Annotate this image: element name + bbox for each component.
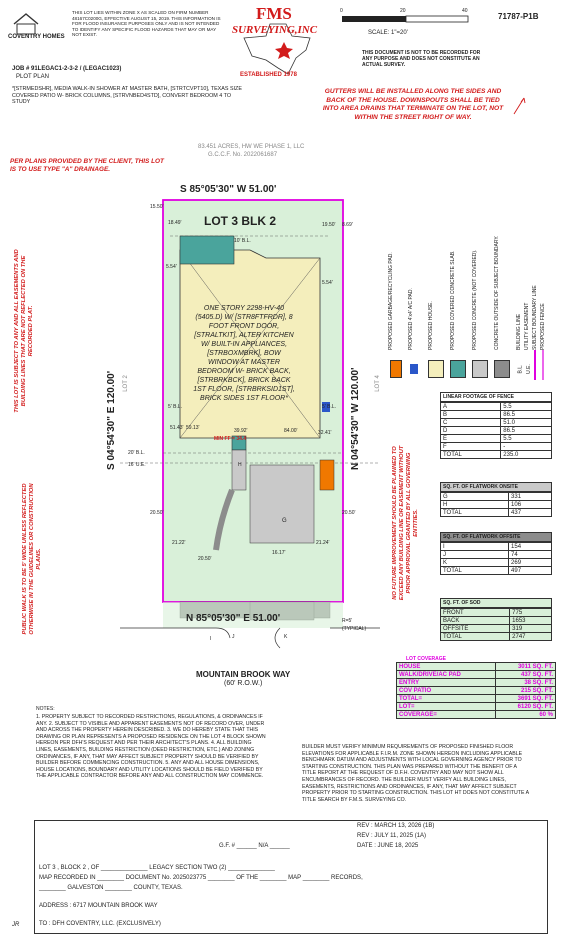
builder-note: BUILDER MUST VERIFY MINIMUM REQUIREMENTS OF PROPOSED FINISHED FLOOR ELEVATIONS FOR APPLICABLE F.I.R.M. ZONE SHOWN HEREON INCLUDING APPLICABLE BENCHMARK DATUM AND ADJUSTMENTS WITH LOCAL GOVERNING AGENCY PRIOR TO STARTING CONSTRUCTION. THIS PLAN WAS PREPARED WITHOUT THE BENEFIT OF A TITLE REPORT AT THE REQUEST OF D.F.H. COVENTRY AND MAY NOT SHOW ALL ENCUMBRANCES OF RECORD. THE BUILDER MUST VERIFY ALL BUILDING LINES, EASEMENTS, RESTRICTIONS AND ORDINANCES, IF ANY, THAT MAY AFFECT SUBJECT PROPERTY PRIOR TO STARTING CONSTRUCTION. THIS LOT HT DOES NOT CONSTITUTE A TITLE SEARCH BY F.M.S. SURVEYING CO. <box>302 744 529 803</box>
house-description: ONE STORY 2298-HV-40 (5405.D) W/ [STR8FTFRDR], 8 FOOT FRONT DOOR, [STRALTKIT], ALTER KITCHEN W/ BUILT-IN APPLIANCES, [STRBOXMBRK], BOW WINDOW AT MASTER BEDROOM W- BRICK BACK, [STRBRKBCK], BRICK BACK 1ST FLOOR, [STRBRKSID1ST], BRICK SIDES 1ST FLOOR* <box>193 305 295 402</box>
legend-fence-line <box>542 350 544 380</box>
fence-val: 5.5 <box>501 403 552 411</box>
legend-item-5: CONCRETE OUTSIDE OF SUBJECT BOUNDARY. <box>494 235 500 350</box>
sod-row <box>441 609 552 617</box>
legend-item-0: PROPOSED GARBAGE/RECYCLING PAD. <box>388 252 394 350</box>
dim-869: 8.69' <box>342 222 353 228</box>
flatwork-row <box>441 543 552 551</box>
h-label: H <box>238 462 242 468</box>
drainage-note: PER PLANS PROVIDED BY THE CLIENT, THIS LOT IS TO USE TYPE "A" DRAINAGE. <box>10 158 164 173</box>
fence-title: LINEAR FOOTAGE OF FENCE <box>440 392 552 402</box>
flatwork-row <box>441 493 552 501</box>
dim-10bl: 10' B.L. <box>234 238 251 244</box>
typical-label: (TYPICAL) <box>342 626 367 632</box>
sod-row <box>441 625 552 633</box>
dim-top-left: 15.50' <box>150 204 164 210</box>
map-line: MAP RECORDED IN ________ DOCUMENT No. 2025023775 ________ OF THE ________ MAP ________ RECORDS, <box>39 875 363 881</box>
flatwork-val: 331 <box>509 493 552 501</box>
legend-item-1: PROPOSED 4'x4' A/C PAD. <box>408 288 414 350</box>
dim-16ue: 16' U.E. <box>128 462 146 468</box>
flatwork-key: G <box>441 493 509 501</box>
lot-coverage <box>396 656 556 719</box>
address: ADDRESS : 6717 MOUNTAIN BROOK WAY <box>39 903 158 909</box>
coverage-val: 38 SQ. FT. <box>496 679 556 687</box>
gf-number: G.F. # ______ N/A ______ <box>219 843 290 849</box>
flatwork-val: 269 <box>509 559 552 567</box>
fence-row <box>441 451 552 459</box>
legend-item-4: PROPOSED CONCRETE (NOT COVERED). <box>472 249 478 350</box>
lot-right: LOT 4 <box>374 375 381 392</box>
coverage-val: 3011 SQ. FT. <box>496 663 556 671</box>
coverage-val: 3691 SQ. FT. <box>496 695 556 703</box>
flatwork-onsite-title: SQ. FT. OF FLATWORK ONSITE <box>440 482 552 492</box>
legend-swatch-garbage <box>390 360 402 378</box>
flood-zone-notice: THIS LOT LIES WITHIN ZONE X AS SCALED ON FIRM NUMBER 48167C0200G, EFFECTIVE AUGUST 15, 2019. THIS INFORMATION IS FOR FLOOD INSURANCE PURPOSES ONLY AND IS NOT INTENDED TO IDENTIFY ANY SPECIFIC FLOOD HAZARDS THAT MAY OR MAY NOT EXIST. <box>72 10 221 38</box>
sod-val: 2747 <box>510 633 552 641</box>
flatwork-row <box>441 509 552 517</box>
coverage-val: 437 SQ. FT. <box>496 671 556 679</box>
coverage-val: 6120 SQ. FT. <box>496 703 556 711</box>
notes-title: NOTES: <box>36 706 55 712</box>
fence-val: 86.5 <box>501 427 552 435</box>
dim-18: 18.49' <box>168 220 182 226</box>
flatwork-row <box>441 567 552 575</box>
sod-val: 1653 <box>510 617 552 625</box>
initials: JR <box>12 922 20 928</box>
dim-2050-r: 20.50' <box>342 510 356 516</box>
to-line: TO : DFH COVENTRY, LLC. (EXCLUSIVELY) <box>39 921 161 927</box>
coverage-title: LOT COVERAGE <box>406 656 447 662</box>
legend-line-3: PROPOSED FENCE <box>540 303 546 350</box>
easements-note: THIS LOT IS SUBJECT TO ANY AND ALL EASEMENTS AND BUILDING LINES THAT ARE NOT REFLECTED ON THE RECORDED PLAT. <box>14 249 34 413</box>
job-line: JOB # 91LEGAC1-2-3-2 / (LEGAC1023) <box>12 66 122 72</box>
sod-val: 319 <box>510 625 552 633</box>
legend-swatch-house <box>428 360 444 378</box>
fence-key: F <box>441 443 501 451</box>
gutters-note: GUTTERS WILL BE INSTALLED ALONG THE SIDES AND BACK OF THE HOUSE. DOWNSPOUTS SHALL BE TIED INTO AREA DRAINS THAT TERMINATE ON THE LOT, NOT WITHIN THE STREET RIGHT OF WAY. <box>322 88 504 121</box>
dim-8400: 84.00' <box>284 428 298 434</box>
fence-row <box>441 419 552 427</box>
lot-line: LOT 3 , BLOCK 2 , OF ______________ LEGACY SECTION TWO (2) ______________ <box>39 865 275 871</box>
dim-554-l: 5.54' <box>166 264 177 270</box>
coverage-key: COV PATIO <box>397 687 496 695</box>
garage-label: G <box>282 518 287 524</box>
flatwork-key: K <box>441 559 509 567</box>
county-line: ________ GALVESTON ________ COUNTY, TEXAS. <box>39 885 183 891</box>
legend-swatch-offsite <box>494 360 510 378</box>
min-ff: MIN FF = 34.4 <box>214 436 247 442</box>
flatwork-offsite-title: SQ. FT. OF FLATWORK OFFSITE <box>440 532 552 542</box>
scale-label: SCALE: 1"=20' <box>368 30 408 36</box>
legend-line-1: UTILITY EASEMENT <box>524 302 530 350</box>
dim-top-right: 19.50' <box>322 222 336 228</box>
flatwork-key: J <box>441 551 509 559</box>
flatwork-onsite-table <box>440 482 552 517</box>
legend-abbr-ue: U.E. <box>525 364 532 374</box>
south-bearing: N 85°05'30" E 51.00' <box>186 613 281 624</box>
street-name: MOUNTAIN BROOK WAY <box>196 670 291 679</box>
coverage-row <box>397 711 556 719</box>
lot-label: LOT 3 BLK 2 <box>204 214 277 228</box>
coverage-rows <box>396 662 556 719</box>
legend-swatch-ac <box>410 364 418 374</box>
fence-row <box>441 403 552 411</box>
dim-5bl-l: 5' B.L. <box>168 404 183 410</box>
fms-name: FMS <box>256 4 292 23</box>
plot-plan: PLOT PLAN <box>16 74 49 80</box>
legend-item-2: PROPOSED HOUSE. <box>428 301 434 350</box>
legend-boundary-line <box>534 350 536 380</box>
coverage-row <box>397 679 556 687</box>
fence-val: 5.5 <box>501 435 552 443</box>
coverage-key: TOTAL= <box>397 695 496 703</box>
fence-val: 86.5 <box>501 411 552 419</box>
date: DATE : JUNE 18, 2025 <box>357 843 419 849</box>
sod-row <box>441 633 552 641</box>
flatwork-key: H <box>441 501 509 509</box>
builder-logo-text: COVENTRY HOMES <box>8 34 65 40</box>
scale-tick-40: 40 <box>462 8 468 14</box>
sod-val: 775 <box>510 609 552 617</box>
builder-logo <box>8 10 70 46</box>
plat-drawing <box>120 180 380 650</box>
coverage-row <box>397 687 556 695</box>
k-label: K <box>284 634 288 640</box>
flatwork-row <box>441 501 552 509</box>
sod-rows <box>440 608 552 641</box>
dim-554-r: 5.54' <box>322 280 333 286</box>
fence-val: - <box>501 443 552 451</box>
fence-val: 235.0 <box>501 451 552 459</box>
public-walk-note: PUBLIC WALK IS TO BE 5' WIDE UNLESS REFLECTED OTHERWISE IN THE GUIDELINES OR CONSTRUCTION PLANS. <box>22 483 42 635</box>
dim-5143: 51.43' <box>170 425 184 431</box>
sod-row <box>441 617 552 625</box>
flatwork-key: TOTAL <box>441 509 509 517</box>
east-bearing: N 04°54'30" W 120.00' <box>350 367 361 470</box>
coverage-val: 215 SQ. FT. <box>496 687 556 695</box>
flatwork-offsite-rows <box>440 542 552 575</box>
lot-left: LOT 2 <box>122 375 129 392</box>
sod-title: SQ. FT. OF SOD <box>440 598 552 608</box>
coverage-row <box>397 703 556 711</box>
i-label: I <box>210 636 212 642</box>
fence-key: A <box>441 403 501 411</box>
no-future-note: NO FUTURE IMPROVEMENT SHOULD BE PLANNED TO EXCEED ANY BUILDING LINE OR EASEMENT WITHOUT PRIOR APPROVAL GRANTED BY ALL GOVERNING ENTITIES. <box>392 445 419 601</box>
flatwork-val: 106 <box>509 501 552 509</box>
sod-key: OFFSITE <box>441 625 510 633</box>
flatwork-val: 437 <box>509 509 552 517</box>
fence-table <box>440 392 552 459</box>
dim-1617: 16.17' <box>272 550 286 556</box>
reserve-text: 83.451 ACRES, HW WE PHASE 1, LLC <box>198 144 305 150</box>
dim-2050-drive: 20.50' <box>198 556 212 562</box>
fms-sub: SURVEYING,INC <box>232 24 318 36</box>
sod-key: FRONT <box>441 609 510 617</box>
north-arrow <box>510 96 532 116</box>
dim-5bl-r: 5' B.L. <box>322 404 337 410</box>
dim-3992: 39.92' <box>234 428 248 434</box>
flatwork-val: 497 <box>509 567 552 575</box>
fence-rows <box>440 402 552 459</box>
established: ESTABLISHED 1978 <box>240 72 297 78</box>
legend-item-3: PROPOSED COVERED CONCRETE SLAB. <box>450 250 456 350</box>
job-code: 71787-P1B <box>498 12 539 21</box>
dim-2122-r: 21.24' <box>316 540 330 546</box>
dim-2122-l: 21.22' <box>172 540 186 546</box>
dim-3241: 32.41' <box>318 430 332 436</box>
sod-key: TOTAL <box>441 633 510 641</box>
legend-swatch-concrete <box>472 360 488 378</box>
gccf-text: G.C.C.F. No. 2022061687 <box>208 152 278 158</box>
flatwork-offsite-table <box>440 532 552 575</box>
flatwork-val: 154 <box>509 543 552 551</box>
fence-row <box>441 443 552 451</box>
coverage-key: WALK/DRIVE/AC PAD <box>397 671 496 679</box>
fms-logo <box>226 2 336 82</box>
west-bearing: S 04°54'30" E 120.00' <box>106 370 117 470</box>
sod-table <box>440 598 552 641</box>
dim-5913: 59.13' <box>186 425 200 431</box>
fence-row <box>441 427 552 435</box>
north-bearing: S 85°05'30" W 51.00' <box>180 184 277 195</box>
sod-key: BACK <box>441 617 510 625</box>
fence-key: TOTAL <box>441 451 501 459</box>
coverage-row <box>397 671 556 679</box>
radius-label: R=5' <box>342 618 353 624</box>
street-row: (60' R.O.W.) <box>224 680 263 687</box>
legend-line-2: SUBJECT BOUNDARY LINE <box>532 285 538 350</box>
flatwork-row <box>441 559 552 567</box>
legend-line-0: BUILDING LINE <box>516 313 522 350</box>
scale-bar <box>340 10 470 24</box>
title-block <box>34 820 548 934</box>
j-label: J <box>232 634 235 640</box>
options-text: *[STRMEDSHR], MEDIA WALK-IN SHOWER AT MASTER BATH, [STRTCVPT10], TEXAS SIZE COVERED PATIO W- BRICK COLUMNS, [STRVNBED4STD], CONVERT BEDROOM 4 TO STUDY <box>12 86 242 106</box>
dim-20bl: 20' B.L. <box>128 450 145 456</box>
recording-note: THIS DOCUMENT IS NOT TO BE RECORDED FOR ANY PURPOSE AND DOES NOT CONSTITUTE AN ACTUAL SURVEY. <box>362 50 481 68</box>
coverage-val: 60 % <box>496 711 556 719</box>
coverage-key: ENTRY <box>397 679 496 687</box>
fence-key: C <box>441 419 501 427</box>
fence-val: 51.0 <box>501 419 552 427</box>
legend-swatch-patio <box>450 360 466 378</box>
flatwork-onsite-rows <box>440 492 552 517</box>
flatwork-row <box>441 551 552 559</box>
fence-key: D <box>441 427 501 435</box>
dim-2050-l: 20.50' <box>150 510 164 516</box>
coverage-key: HOUSE <box>397 663 496 671</box>
legend <box>388 200 558 386</box>
flatwork-key: TOTAL <box>441 567 509 575</box>
rev-2: REV : JULY 11, 2025 (1A) <box>357 833 427 839</box>
fence-row <box>441 411 552 419</box>
flatwork-key: I <box>441 543 509 551</box>
scale-tick-0: 0 <box>340 8 343 14</box>
scale-tick-20: 20 <box>400 8 406 14</box>
coverage-key: COVERAGE= <box>397 711 496 719</box>
fence-key: B <box>441 411 501 419</box>
fence-key: E <box>441 435 501 443</box>
coverage-row <box>397 663 556 671</box>
coverage-key: LOT= <box>397 703 496 711</box>
fence-row <box>441 435 552 443</box>
coverage-row <box>397 695 556 703</box>
flatwork-val: 74 <box>509 551 552 559</box>
legend-abbr-bl: B.L. <box>517 364 524 374</box>
rev-1: REV : MARCH 13, 2026 (1B) <box>357 823 435 829</box>
notes-text: 1. PROPERTY SUBJECT TO RECORDED RESTRICTIONS, REGULATIONS, & ORDINANCES IF ANY. 2. SUBJECT TO VISIBLE AND APPARENT EASEMENTS NOT OF RECORD OVER, UNDER AND ACROSS THE PROPERTY HEREIN DESCRIBED. 3. WE DO HEREBY STATE THAT THIS DRAWING OR PLAN REPRESENTS A PROPOSED RESIDENCE ON THE LOT 4 BLOCK SHOWN HEREON PER DFH'S REQUEST AND PER THEIR ARCHITECT'S PLANS. 4. ALL BUILDING LINES, EASEMENTS, BUILDING RESTRICTION (DEED RESTRICTION, ETC.) AND ZONING ORDINANCES, IF ANY, THAT MAY AFFECT SUBJECT PROPERTY SHOULD BE VERIFIED BY BUILDER BEFORE COMMENCING CONSTRUCTION. 5. ANY AND ALL HOUSE DIMENSIONS, HOUSE LOCATIONS, BOUNDARY AND UTILITY LOCATIONS SHOULD BE FIELD VERIFIED BY THE APPLICABLE CONTRACTOR BEFORE ANY AND ALL CONSTRUCTION MAY COMMENCE. <box>36 714 266 780</box>
